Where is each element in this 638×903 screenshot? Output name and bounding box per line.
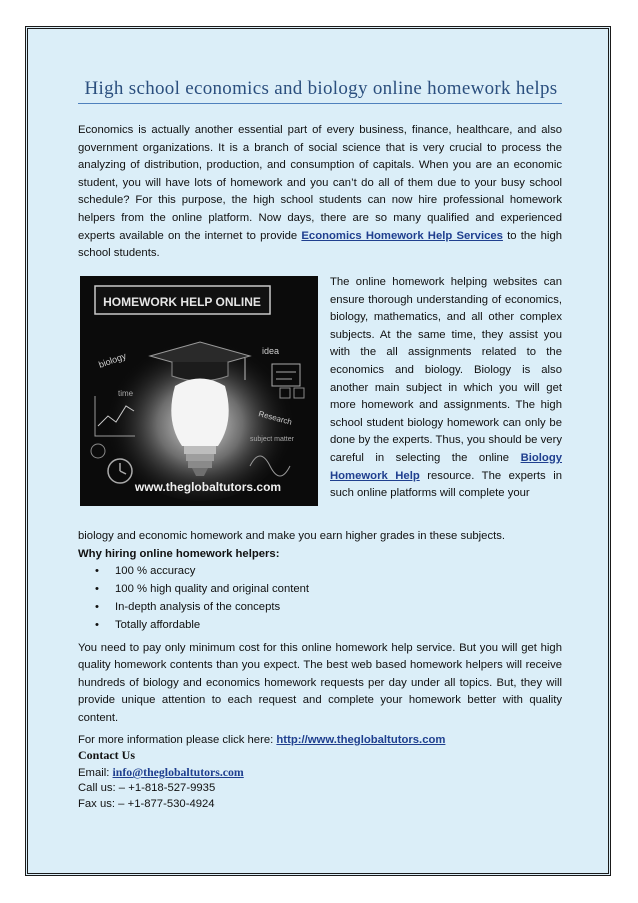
bullet-icon: • [95,583,99,595]
intro-text-tail: to the high school students. [78,229,563,260]
website-link[interactable]: http://www.theglobaltutors.com [276,734,446,746]
word-research: Research [257,409,293,427]
why-heading: Why hiring online homework helpers: [78,548,280,560]
title-underline [78,103,562,104]
word-time: time [118,389,134,398]
list-item [95,563,309,581]
list-item [95,617,309,635]
bullet-icon: • [95,619,99,631]
banner-text: HOMEWORK HELP ONLINE [103,295,261,309]
bullet-icon: • [95,565,99,577]
more-info-line [78,732,445,750]
biology-homework-help-link[interactable]: Biology Homework Help [330,451,562,482]
phone-line: Call us: – +1-818-527-9935 [78,782,216,794]
contact-heading: Contact Us [78,748,135,762]
list-item-label: 100 % high quality and original content [115,583,310,595]
light-bulb-icon [171,379,228,447]
economics-homework-help-link[interactable]: Economics Homework Help Services [301,229,503,242]
list-item-label: Totally affordable [115,619,201,631]
list-item-label: In-depth analysis of the concepts [115,601,281,613]
cost-paragraph: You need to pay only minimum cost for this online homework help service. But you will get high quality homework contents than you expect. The best web based homework helpers will receive hundreds of biology and economics homework requests per day under all topics. But, they will provide unique attention to each request and complete your homework better with quality content. [78,642,562,724]
wrap-paragraph-continued: biology and economic homework and make you earn higher grades in these subjects. [78,530,506,542]
word-subject-matter: subject matter [250,436,294,443]
benefits-list [95,563,309,635]
homework-help-image [80,276,318,506]
wrap-text: The online homework helping websites can ensure thorough understanding of economics, biology, mathematics, and all other complex subjects. At the same time, they assist you with the all assignments related to the economics and biology. Biology is also another main subject in which you will get more homework and assignments. The high school student biology homework can only be done by the experts. Thus, you should be very careful in selecting the online [330,276,562,464]
intro-paragraph [78,122,562,263]
email-label: Email: [78,767,113,779]
list-item [95,599,309,617]
wrap-paragraph [330,274,562,503]
document-title: High school economics and biology online homework helps [84,78,558,99]
more-info-label: For more information please click here: [78,734,277,746]
word-idea: idea [262,346,280,356]
intro-text: Economics is actually another essential part of every business, finance, healthcare, and also government organizations. It is a branch of social science that is very crucial to process the analyzing of distribution, production, and consumption of capitals. When you are an economic student, you will have lots of homework and you can’t do all of them due to your busy school schedule? For this purpose, the high school students can now hire professional homework helpers from the online platform. Now days, there are so many qualified and experienced experts available on the internet to provide [78,124,562,242]
wrap-text-tail: resource. The experts in such online platforms will complete your [330,469,562,500]
fax-line: Fax us: – +1-877-530-4924 [78,798,215,810]
homework-help-illustration [80,276,318,506]
word-biology: biology [97,350,128,370]
figure-url: www.theglobaltutors.com [134,480,282,494]
list-item-label: 100 % accuracy [115,565,196,577]
list-item [95,581,309,599]
email-link[interactable]: info@theglobaltutors.com [112,765,244,779]
bullet-icon: • [95,601,99,613]
